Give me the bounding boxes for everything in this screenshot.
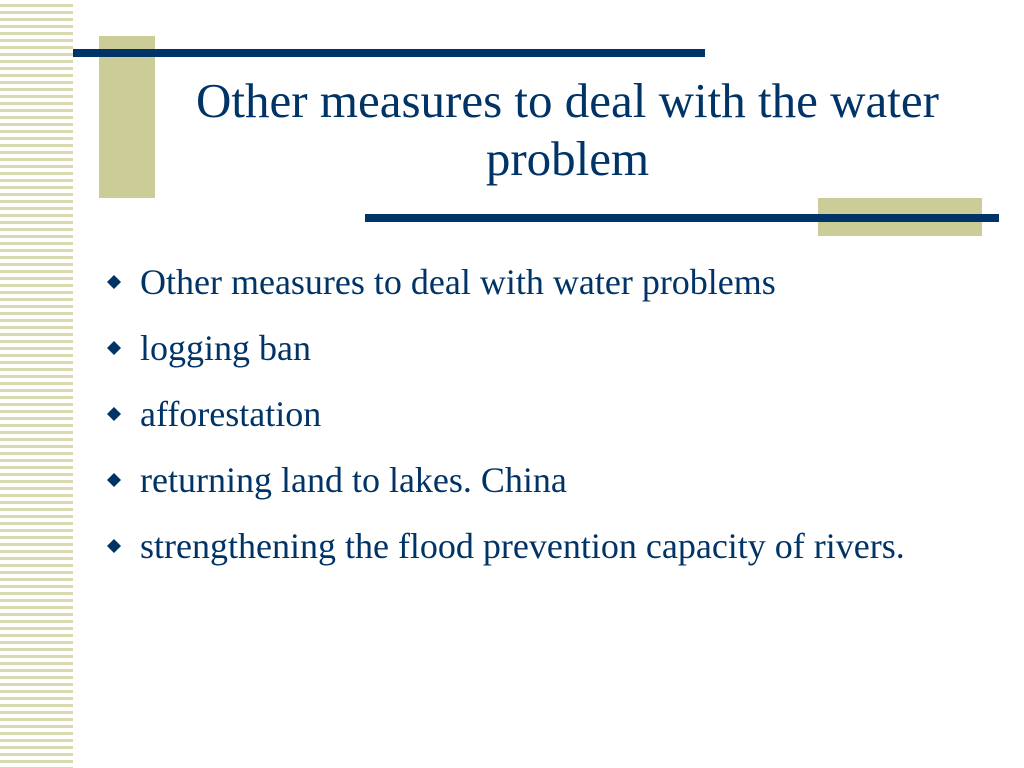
bullet-text: strengthening the flood prevention capacity of rivers. xyxy=(140,526,905,566)
bullet-text: afforestation xyxy=(140,394,322,434)
bullet-list xyxy=(106,257,966,587)
bottom-horizontal-rule xyxy=(365,214,999,222)
diamond-bullet-icon xyxy=(106,257,140,307)
bullet-item xyxy=(106,521,966,571)
left-striped-border xyxy=(0,0,73,768)
top-horizontal-rule xyxy=(73,49,705,57)
diamond-bullet-icon xyxy=(106,323,140,373)
diamond-bullet-icon xyxy=(106,389,140,439)
bullet-text: returning land to lakes. China xyxy=(140,460,567,500)
diamond-bullet-icon xyxy=(106,455,140,505)
diamond-bullet-icon xyxy=(106,521,140,571)
top-decorative-block xyxy=(99,36,155,198)
slide-title: Other measures to deal with the water problem xyxy=(196,73,939,186)
bullet-text: Other measures to deal with water problems xyxy=(140,262,776,302)
bullet-item xyxy=(106,389,966,439)
bullet-text: logging ban xyxy=(140,328,311,368)
bullet-item xyxy=(106,257,966,307)
bullet-item xyxy=(106,323,966,373)
bullet-item xyxy=(106,455,966,505)
